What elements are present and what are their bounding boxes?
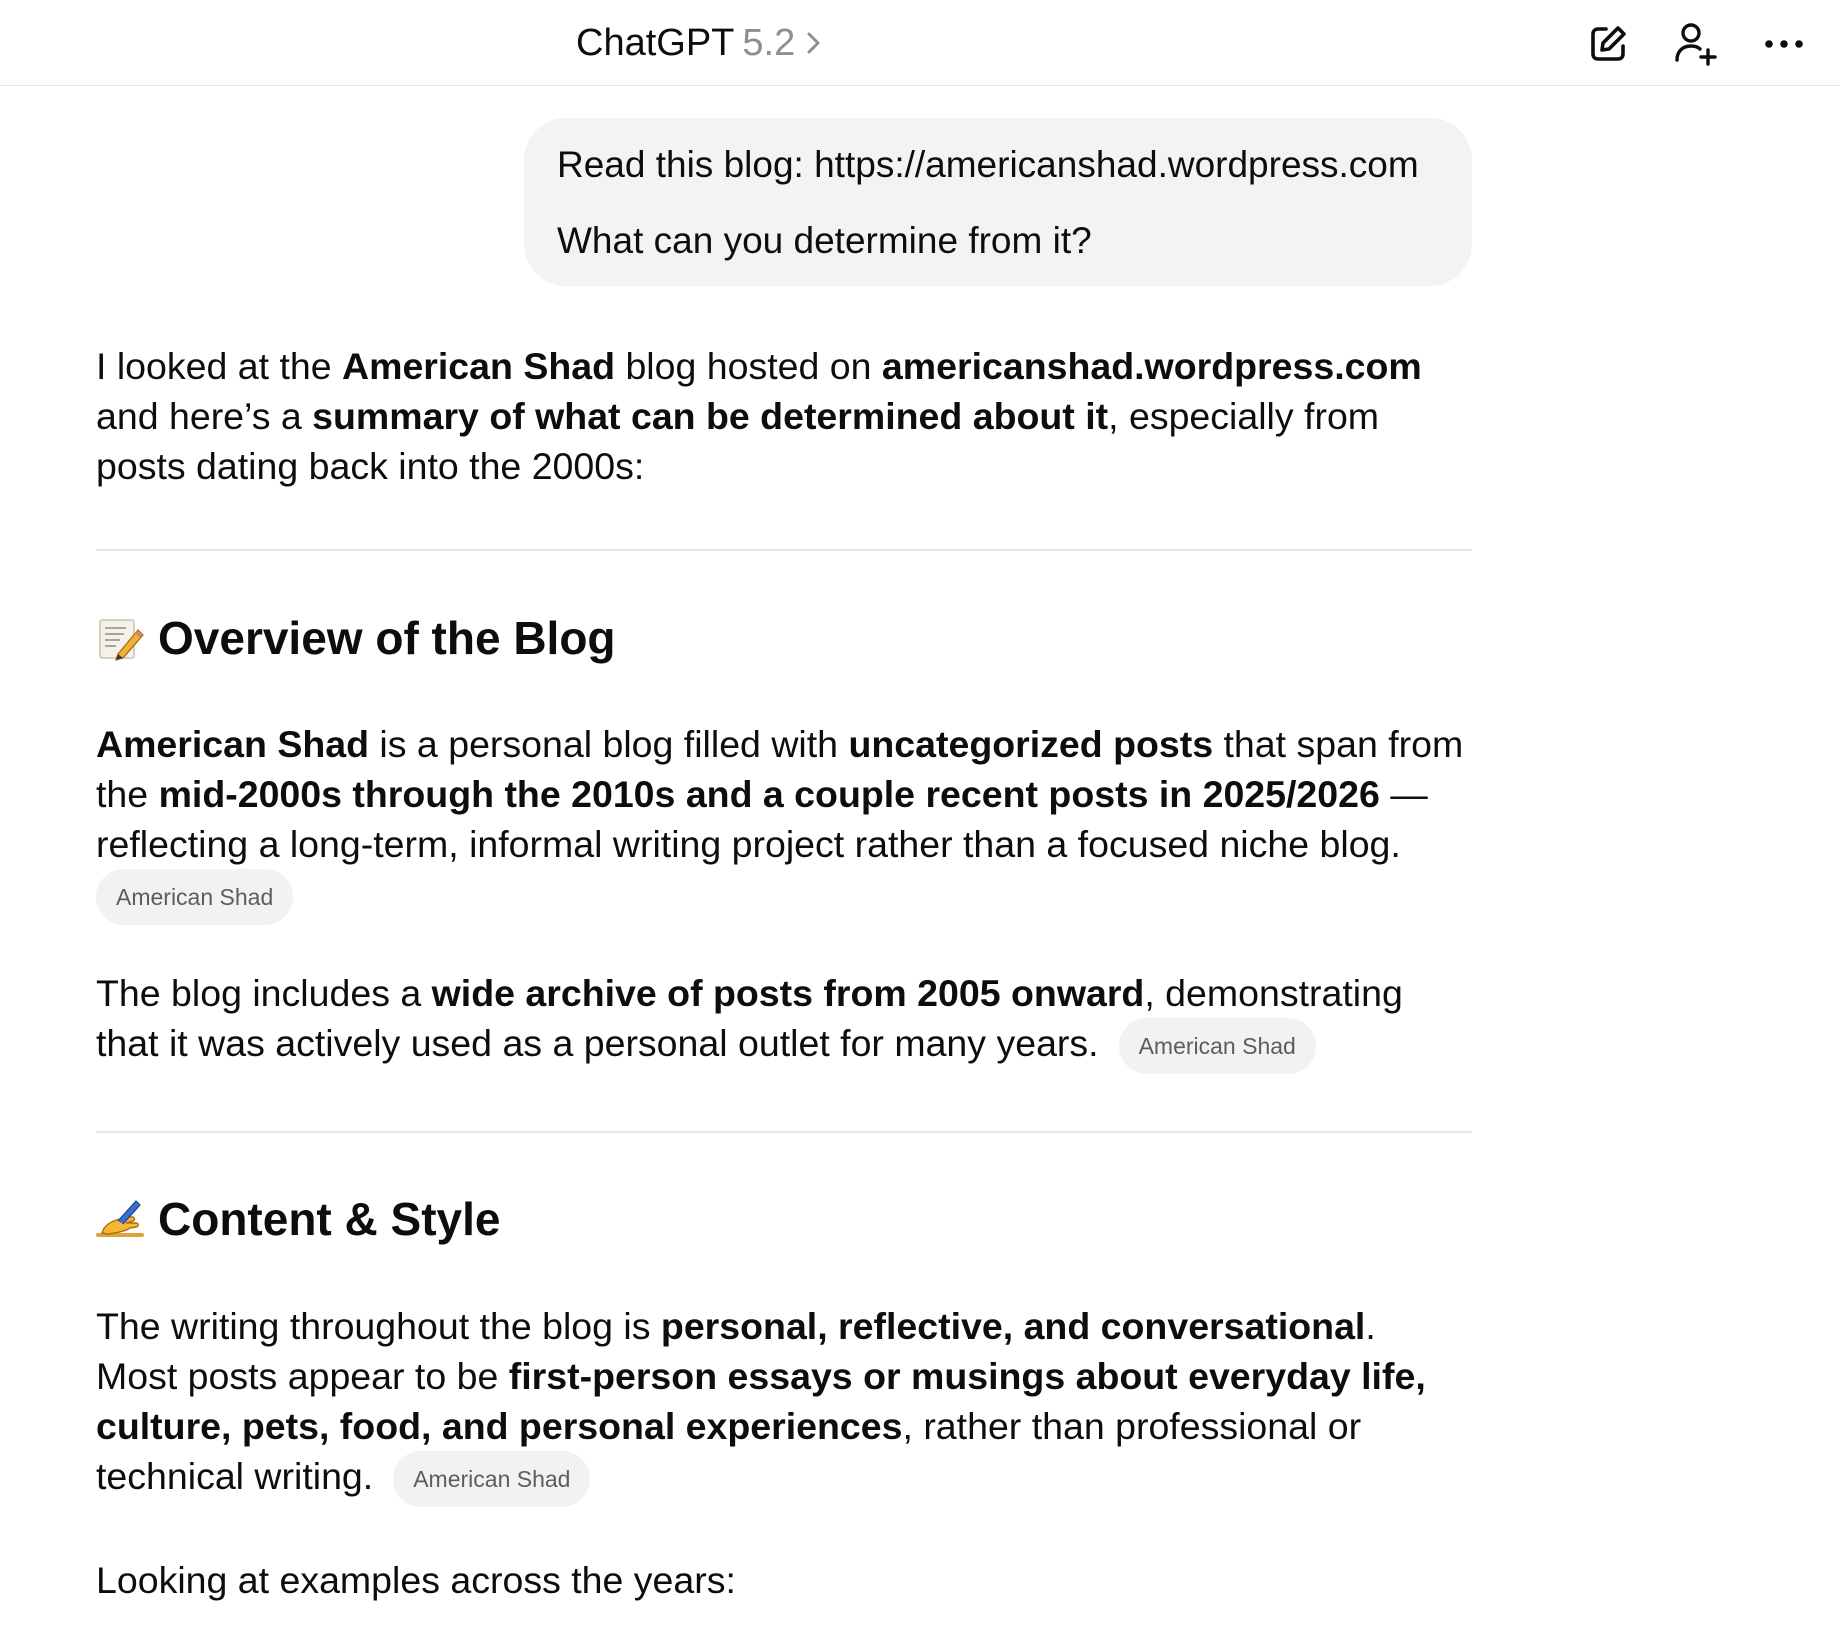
intro-paragraph: I looked at the American Shad blog hosted on americanshad.wordpress.com and here’s a summary of what can be determined about it, especially from posts dating back into the 2000s: xyxy=(96,345,1422,487)
share-add-people-button[interactable] xyxy=(1670,18,1722,70)
paragraph: American Shad is a personal blog filled with uncategorized posts that span from the mid-2000s through the 2010s and a couple recent posts in 2025/2026 — reflecting a long-term, informal writing project rather than a focused niche blog. xyxy=(96,723,1464,865)
citation-chip[interactable]: American Shad xyxy=(393,1451,590,1507)
citation-chip[interactable]: American Shad xyxy=(96,869,293,925)
new-chat-button[interactable] xyxy=(1582,18,1634,70)
model-version: 5.2 xyxy=(742,21,796,64)
section-heading xyxy=(96,1191,500,1247)
add-person-icon xyxy=(1672,20,1720,68)
section-divider xyxy=(96,1131,1472,1133)
chevron-right-icon xyxy=(797,26,831,60)
edit-chat-icon xyxy=(1585,21,1631,67)
user-message-line: What can you determine from it? xyxy=(557,220,1092,261)
paragraph: The writing throughout the blog is personal, reflective, and conversational. Most posts appear to be first-person essays or musings about everyday life, culture, pets, food, and personal experiences, rather than professional or technical writing. American Shad xyxy=(96,1301,1476,1501)
model-selector-button[interactable] xyxy=(576,18,831,68)
section-heading xyxy=(96,610,616,666)
section-title: Overview of the Blog xyxy=(158,612,616,664)
more-options-button[interactable] xyxy=(1758,18,1810,70)
user-message-line: Read this blog: https://americanshad.wordpress.com xyxy=(557,144,1419,185)
more-options-icon xyxy=(1761,21,1807,67)
writing-hand-icon xyxy=(96,1195,144,1243)
user-message-bubble xyxy=(524,118,1472,286)
section-title: Content & Style xyxy=(158,1193,501,1245)
citation-chip[interactable]: American Shad xyxy=(1119,1018,1316,1074)
model-name: ChatGPT xyxy=(576,21,735,64)
memo-pencil-icon xyxy=(96,614,144,662)
paragraph: Looking at examples across the years: xyxy=(96,1559,736,1601)
top-bar xyxy=(0,0,1840,86)
paragraph: The blog includes a wide archive of posts from 2005 onward, demonstrating that it was actively used as a personal outlet for many years. American Shad xyxy=(96,968,1476,1068)
section-divider xyxy=(96,549,1472,551)
